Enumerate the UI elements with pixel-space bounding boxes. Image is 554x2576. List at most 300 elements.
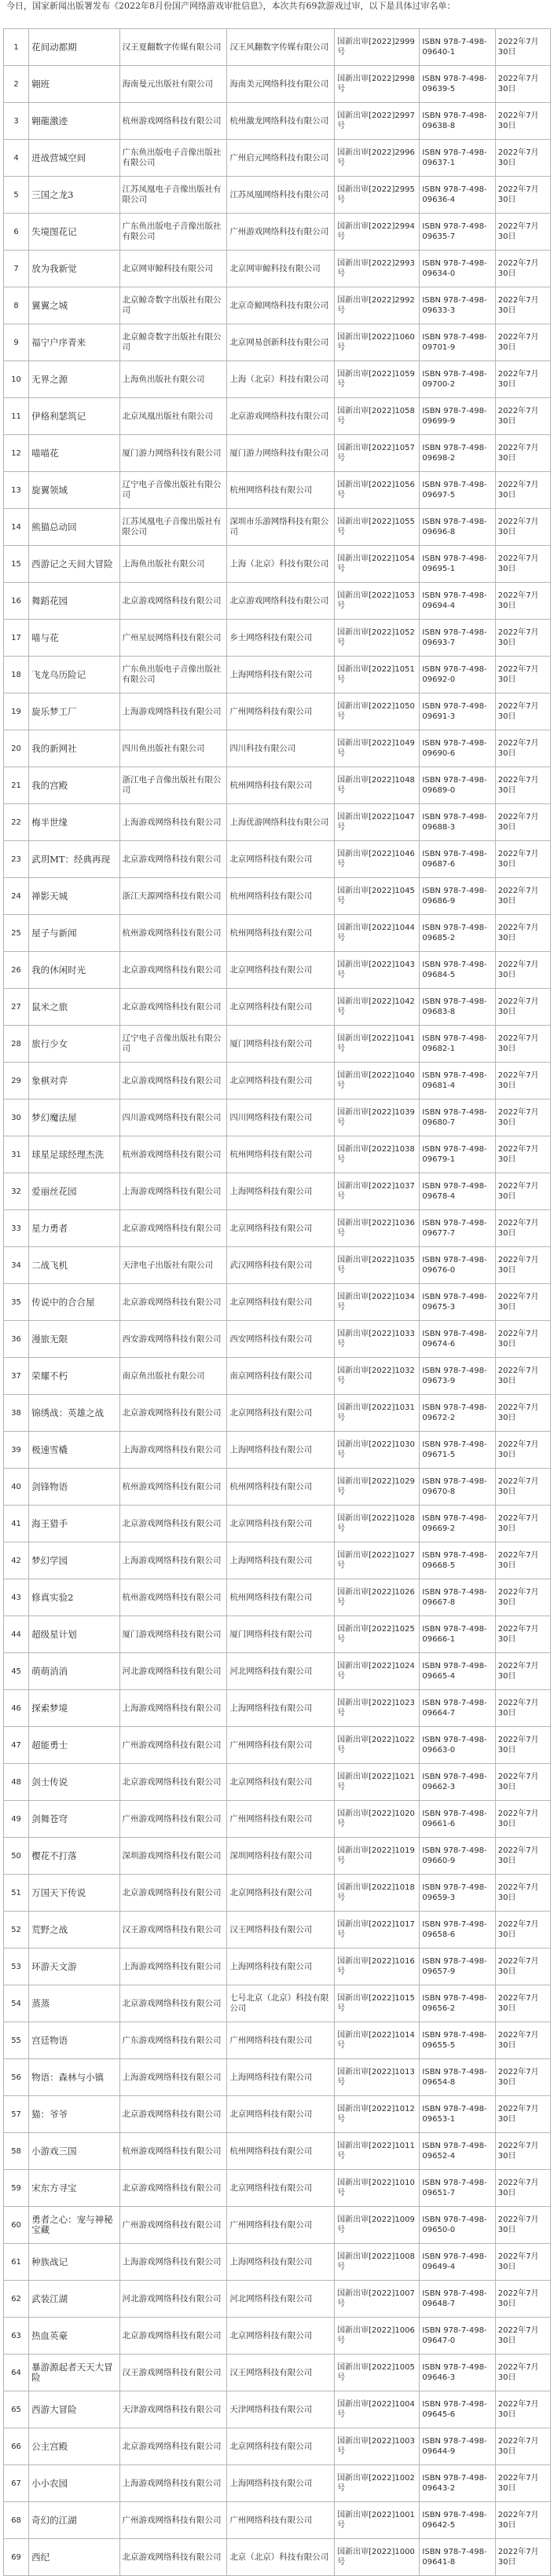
row-index: 34 [4,1247,29,1284]
approval-table [3,28,551,2576]
publisher-name: 汉王游戏网络科技有限公司 [119,1912,227,1948]
approval-number: 国新出审[2022]1022号 [335,1727,420,1764]
game-name: 爱丽丝花园 [29,1173,119,1210]
table-row [4,804,551,841]
row-index: 11 [4,398,29,435]
operator-name: 南京网络科技有限公司 [227,1358,335,1395]
table-row [4,2318,551,2355]
approval-date: 2022年7月30日 [495,2022,550,2059]
publisher-name: 北京游戏网络科技有限公司 [119,952,227,989]
approval-date: 2022年7月30日 [495,1506,550,1542]
game-name: 锦绣战：英雄之战 [29,1395,119,1432]
approval-number: 国新出审[2022]1021号 [335,1764,420,1801]
approval-date: 2022年7月30日 [495,583,550,620]
approval-number: 国新出审[2022]1010号 [335,2170,420,2207]
table-row [4,1395,551,1432]
isbn-number: ISBN 978-7-498-09654-8 [420,2059,495,2096]
publisher-name: 厦门游戏网络科技有限公司 [119,1616,227,1653]
approval-number: 国新出审[2022]1056号 [335,472,420,509]
row-index: 45 [4,1653,29,1690]
approval-number: 国新出审[2022]1029号 [335,1469,420,1506]
isbn-number: ISBN 978-7-498-09697-5 [420,472,495,509]
operator-name: 上海网络科技有限公司 [227,1173,335,1210]
row-index: 4 [4,140,29,177]
row-index: 10 [4,361,29,398]
approval-number: 国新出审[2022]1005号 [335,2355,420,2391]
approval-date: 2022年7月30日 [495,1985,550,2022]
approval-date: 2022年7月30日 [495,1727,550,1764]
approval-date: 2022年7月30日 [495,2355,550,2391]
row-index: 15 [4,546,29,583]
isbn-number: ISBN 978-7-498-09636-4 [420,177,495,214]
publisher-name: 北京游戏网络科技有限公司 [119,1875,227,1912]
approval-number: 国新出审[2022]1024号 [335,1653,420,1690]
isbn-number: ISBN 978-7-498-09634-0 [420,251,495,287]
publisher-name: 杭州游戏网络科技有限公司 [119,915,227,952]
row-index: 48 [4,1764,29,1801]
row-index: 58 [4,2133,29,2170]
row-index: 41 [4,1506,29,1542]
publisher-name: 上海游戏网络科技有限公司 [119,2465,227,2502]
publisher-name: 辽宁电子音像出版社有限公司 [119,472,227,509]
approval-date: 2022年7月30日 [495,730,550,767]
game-name: 旋翼领域 [29,472,119,509]
table-row [4,1838,551,1875]
isbn-number: ISBN 978-7-498-09646-3 [420,2355,495,2391]
isbn-number: ISBN 978-7-498-09692-0 [420,657,495,693]
publisher-name: 北京游戏网络科技有限公司 [119,1210,227,1247]
approval-date: 2022年7月30日 [495,1948,550,1985]
approval-date: 2022年7月30日 [495,29,550,66]
approval-number: 国新出审[2022]1000号 [335,2539,420,2576]
row-index: 39 [4,1432,29,1469]
operator-name: 北京网络科技有限公司 [227,841,335,878]
operator-name: 海南美元网络科技有限公司 [227,66,335,103]
approval-number: 国新出审[2022]1012号 [335,2096,420,2133]
table-row [4,915,551,952]
publisher-name: 上海游戏网络科技有限公司 [119,804,227,841]
approval-number: 国新出审[2022]1023号 [335,1690,420,1727]
operator-name: 杭州网络科技有限公司 [227,1469,335,1506]
table-row [4,1432,551,1469]
table-row [4,2391,551,2428]
operator-name: 杭州网络科技有限公司 [227,878,335,915]
operator-name: 上海网络科技有限公司 [227,1542,335,1579]
row-index: 55 [4,2022,29,2059]
operator-name: 杭州网络科技有限公司 [227,2133,335,2170]
row-index: 6 [4,214,29,251]
approval-date: 2022年7月30日 [495,1284,550,1321]
operator-name: 上海优游网络科技有限公司 [227,804,335,841]
game-name: 鼠米之旅 [29,989,119,1026]
approval-date: 2022年7月30日 [495,2281,550,2318]
publisher-name: 上海游戏网络科技有限公司 [119,1948,227,1985]
game-name: 旅行少女 [29,1026,119,1063]
table-row [4,324,551,361]
publisher-name: 北京鲸奇数字出版社有限公司 [119,287,227,324]
approval-number: 国新出审[2022]2994号 [335,214,420,251]
isbn-number: ISBN 978-7-498-09662-3 [420,1764,495,1801]
game-name: 熊猫总动回 [29,509,119,546]
row-index: 22 [4,804,29,841]
publisher-name: 广州游戏网络科技有限公司 [119,2207,227,2244]
game-name: 热血英豪 [29,2318,119,2355]
approval-number: 国新出审[2022]1034号 [335,1284,420,1321]
approval-date: 2022年7月30日 [495,2318,550,2355]
approval-number: 国新出审[2022]1041号 [335,1026,420,1063]
table-row [4,2355,551,2391]
game-name: 伊格利瑟筑记 [29,398,119,435]
operator-name: 汉王网络科技有限公司 [227,1912,335,1948]
operator-name: 北京网审鲸科技有限公司 [227,251,335,287]
approval-date: 2022年7月30日 [495,1358,550,1395]
row-index: 3 [4,103,29,140]
game-name: 飞龙乌历险记 [29,657,119,693]
approval-number: 国新出审[2022]1004号 [335,2391,420,2428]
row-index: 68 [4,2502,29,2539]
publisher-name: 四川游戏网络科技有限公司 [119,1100,227,1136]
approval-date: 2022年7月30日 [495,2244,550,2281]
isbn-number: ISBN 978-7-498-09661-6 [420,1801,495,1838]
operator-name: 天津网络科技有限公司 [227,2391,335,2428]
table-row [4,878,551,915]
approval-date: 2022年7月30日 [495,1210,550,1247]
game-name: 猫：爷爷 [29,2096,119,2133]
approval-number: 国新出审[2022]1049号 [335,730,420,767]
approval-number: 国新出审[2022]1045号 [335,878,420,915]
approval-date: 2022年7月30日 [495,1469,550,1506]
isbn-number: ISBN 978-7-498-09687-6 [420,841,495,878]
operator-name: 深圳网络科技有限公司 [227,1838,335,1875]
game-name: 禅影天城 [29,878,119,915]
operator-name: 北京网络科技有限公司 [227,1875,335,1912]
isbn-number: ISBN 978-7-498-09690-6 [420,730,495,767]
operator-name: 广州网络科技有限公司 [227,693,335,730]
table-row [4,398,551,435]
approval-date: 2022年7月30日 [495,989,550,1026]
table-row [4,657,551,693]
game-name: 我的新网社 [29,730,119,767]
table-row [4,1948,551,1985]
approval-number: 国新出审[2022]1028号 [335,1506,420,1542]
operator-name: 广州网络科技有限公司 [227,2502,335,2539]
isbn-number: ISBN 978-7-498-09698-2 [420,435,495,472]
table-row [4,177,551,214]
publisher-name: 北京游戏网络科技有限公司 [119,989,227,1026]
operator-name: 上海网络科技有限公司 [227,1432,335,1469]
game-name: 超级星计划 [29,1616,119,1653]
isbn-number: ISBN 978-7-498-09689-0 [420,767,495,804]
operator-name: 北京奇鲸网络科技有限公司 [227,287,335,324]
approval-number: 国新出审[2022]1017号 [335,1912,420,1948]
game-name: 海王猎手 [29,1506,119,1542]
isbn-number: ISBN 978-7-498-09679-1 [420,1136,495,1173]
approval-number: 国新出审[2022]1039号 [335,1100,420,1136]
intro-paragraph: 今日，国家新闻出版署发布《2022年8月份国产网络游戏审批信息》，本次共有69款游戏过审，以下是具体过审名单： [6,1,456,11]
isbn-number: ISBN 978-7-498-09658-6 [420,1912,495,1948]
approval-number: 国新出审[2022]2996号 [335,140,420,177]
operator-name: 上海网络科技有限公司 [227,1690,335,1727]
table-row [4,2244,551,2281]
approval-number: 国新出审[2022]1038号 [335,1136,420,1173]
isbn-number: ISBN 978-7-498-09645-6 [420,2391,495,2428]
game-name: 剑舞苍穹 [29,1801,119,1838]
row-index: 66 [4,2428,29,2465]
publisher-name: 北京游戏网络科技有限公司 [119,1985,227,2022]
publisher-name: 北京游戏网络科技有限公司 [119,1764,227,1801]
approval-number: 国新出审[2022]1046号 [335,841,420,878]
approval-date: 2022年7月30日 [495,2465,550,2502]
game-name: 修真实验2 [29,1579,119,1616]
game-name: 小游戏三国 [29,2133,119,2170]
operator-name: 北京网络科技有限公司 [227,2428,335,2465]
row-index: 54 [4,1985,29,2022]
game-name: 花间动都期 [29,29,119,66]
publisher-name: 辽宁电子音像出版社有限公司 [119,1026,227,1063]
publisher-name: 上海游戏网络科技有限公司 [119,1542,227,1579]
publisher-name: 南京鱼出版社有限公司 [119,1358,227,1395]
table-row [4,435,551,472]
operator-name: 汉王风翻数字传媒有限公司 [227,29,335,66]
game-name: 翱龍激迹 [29,103,119,140]
isbn-number: ISBN 978-7-498-09680-7 [420,1100,495,1136]
publisher-name: 浙江天源网络科技有限公司 [119,878,227,915]
approval-date: 2022年7月30日 [495,177,550,214]
isbn-number: ISBN 978-7-498-09701-9 [420,324,495,361]
row-index: 23 [4,841,29,878]
operator-name: 广州网络科技有限公司 [227,1801,335,1838]
operator-name: 汉王网络科技有限公司 [227,2355,335,2391]
operator-name: 厦门网络科技有限公司 [227,1616,335,1653]
row-index: 5 [4,177,29,214]
publisher-name: 北京游戏网络科技有限公司 [119,1063,227,1100]
approval-number: 国新出审[2022]1044号 [335,915,420,952]
isbn-number: ISBN 978-7-498-09651-7 [420,2170,495,2207]
game-name: 喵喵花 [29,435,119,472]
game-name: 球星足球经理杰洗 [29,1136,119,1173]
publisher-name: 杭州游戏网络科技有限公司 [119,1136,227,1173]
table-row [4,1469,551,1506]
row-index: 35 [4,1284,29,1321]
approval-date: 2022年7月30日 [495,1136,550,1173]
table-row [4,214,551,251]
isbn-number: ISBN 978-7-498-09693-7 [420,620,495,657]
isbn-number: ISBN 978-7-498-09699-9 [420,398,495,435]
table-row [4,1358,551,1395]
row-index: 16 [4,583,29,620]
row-index: 9 [4,324,29,361]
publisher-name: 西安游戏网络科技有限公司 [119,1321,227,1358]
isbn-number: ISBN 978-7-498-09677-7 [420,1210,495,1247]
publisher-name: 广东鱼出版电子音像出版社有限公司 [119,214,227,251]
operator-name: 杭州激龙网络科技有限公司 [227,103,335,140]
row-index: 33 [4,1210,29,1247]
approval-date: 2022年7月30日 [495,2502,550,2539]
operator-name: 四川科技有限公司 [227,730,335,767]
publisher-name: 广东鱼出版电子音像出版社有限公司 [119,140,227,177]
operator-name: 北京游戏网络科技有限公司 [227,398,335,435]
approval-date: 2022年7月30日 [495,915,550,952]
publisher-name: 杭州游戏网络科技有限公司 [119,1579,227,1616]
publisher-name: 江苏凤凰电子音像出版社有限公司 [119,509,227,546]
publisher-name: 杭州游戏网络科技有限公司 [119,103,227,140]
publisher-name: 广州星辰网络科技有限公司 [119,620,227,657]
publisher-name: 北京凤凰出版社有限公司 [119,398,227,435]
approval-number: 国新出审[2022]2998号 [335,66,420,103]
publisher-name: 北京游戏网络科技有限公司 [119,2318,227,2355]
isbn-number: ISBN 978-7-498-09694-4 [420,583,495,620]
approval-date: 2022年7月30日 [495,2059,550,2096]
row-index: 19 [4,693,29,730]
approval-date: 2022年7月30日 [495,103,550,140]
approval-date: 2022年7月30日 [495,767,550,804]
operator-name: 上海（北京）科技有限公司 [227,546,335,583]
approval-number: 国新出审[2022]1014号 [335,2022,420,2059]
approval-number: 国新出审[2022]1002号 [335,2465,420,2502]
isbn-number: ISBN 978-7-498-09673-9 [420,1358,495,1395]
operator-name: 上海网络科技有限公司 [227,2465,335,2502]
game-name: 屋子与新闻 [29,915,119,952]
table-row [4,1247,551,1284]
row-index: 67 [4,2465,29,2502]
row-index: 18 [4,657,29,693]
table-row [4,1173,551,1210]
publisher-name: 北京游戏网络科技有限公司 [119,583,227,620]
game-name: 剑锋物语 [29,1469,119,1506]
game-name: 三国之龙3 [29,177,119,214]
operator-name: 乡土网络科技有限公司 [227,620,335,657]
approval-number: 国新出审[2022]1052号 [335,620,420,657]
approval-date: 2022年7月30日 [495,2391,550,2428]
publisher-name: 广东鱼出版电子音像出版社有限公司 [119,657,227,693]
publisher-name: 北京游戏网络科技有限公司 [119,1506,227,1542]
row-index: 36 [4,1321,29,1358]
table-row [4,66,551,103]
approval-number: 国新出审[2022]1007号 [335,2281,420,2318]
table-row [4,287,551,324]
game-name: 环游天文游 [29,1948,119,1985]
publisher-name: 河北游戏网络科技有限公司 [119,2281,227,2318]
publisher-name: 北京游戏网络科技有限公司 [119,1284,227,1321]
row-index: 13 [4,472,29,509]
row-index: 28 [4,1026,29,1063]
table-row [4,952,551,989]
isbn-number: ISBN 978-7-498-09641-8 [420,2539,495,2576]
row-index: 26 [4,952,29,989]
operator-name: 北京网络科技有限公司 [227,1063,335,1100]
row-index: 44 [4,1616,29,1653]
approval-date: 2022年7月30日 [495,509,550,546]
approval-date: 2022年7月30日 [495,1838,550,1875]
operator-name: 深圳市乐游网络科技有限公司 [227,509,335,546]
row-index: 37 [4,1358,29,1395]
approval-date: 2022年7月30日 [495,324,550,361]
game-name: 勇者之心：宠与神秘宝藏 [29,2207,119,2244]
isbn-number: ISBN 978-7-498-09633-3 [420,287,495,324]
isbn-number: ISBN 978-7-498-09643-2 [420,2465,495,2502]
operator-name: 杭州网络科技有限公司 [227,1136,335,1173]
game-name: 梅半世缘 [29,804,119,841]
game-name: 西游记之天间大冒险 [29,546,119,583]
game-name: 翼翼之城 [29,287,119,324]
row-index: 62 [4,2281,29,2318]
row-index: 31 [4,1136,29,1173]
isbn-number: ISBN 978-7-498-09685-2 [420,915,495,952]
isbn-number: ISBN 978-7-498-09639-5 [420,66,495,103]
row-index: 12 [4,435,29,472]
approval-number: 国新出审[2022]1003号 [335,2428,420,2465]
operator-name: 上海（北京）科技有限公司 [227,361,335,398]
game-name: 探索梦境 [29,1690,119,1727]
operator-name: 厦门游力网络科技有限公司 [227,435,335,472]
game-name: 樱花不打落 [29,1838,119,1875]
approval-date: 2022年7月30日 [495,287,550,324]
table-row [4,2281,551,2318]
table-row [4,1690,551,1727]
isbn-number: ISBN 978-7-498-09667-8 [420,1579,495,1616]
row-index: 65 [4,2391,29,2428]
game-name: 小小农园 [29,2465,119,2502]
approval-number: 国新出审[2022]1013号 [335,2059,420,2096]
game-name: 剑士传说 [29,1764,119,1801]
game-name: 蒸蒸 [29,1985,119,2022]
isbn-number: ISBN 978-7-498-09640-1 [420,29,495,66]
operator-name: 北京网络科技有限公司 [227,2170,335,2207]
approval-number: 国新出审[2022]1037号 [335,1173,420,1210]
game-name: 象棋对弈 [29,1063,119,1100]
game-name: 极速雪橇 [29,1432,119,1469]
game-name: 西游大冒险 [29,2391,119,2428]
game-name: 我的宫殿 [29,767,119,804]
approval-number: 国新出审[2022]1030号 [335,1432,420,1469]
row-index: 56 [4,2059,29,2096]
operator-name: 北京游戏网络科技有限公司 [227,583,335,620]
isbn-number: ISBN 978-7-498-09671-5 [420,1432,495,1469]
isbn-number: ISBN 978-7-498-09659-3 [420,1875,495,1912]
isbn-number: ISBN 978-7-498-09668-5 [420,1542,495,1579]
table-row [4,1801,551,1838]
operator-name: 厦门网络科技有限公司 [227,1026,335,1063]
approval-date: 2022年7月30日 [495,398,550,435]
table-row [4,1579,551,1616]
operator-name: 上海网络科技有限公司 [227,1948,335,1985]
publisher-name: 北京游戏网络科技有限公司 [119,2428,227,2465]
table-row [4,29,551,66]
table-row [4,989,551,1026]
operator-name: 武汉网络科技有限公司 [227,1247,335,1284]
isbn-number: ISBN 978-7-498-09635-7 [420,214,495,251]
table-row [4,2133,551,2170]
table-body [4,29,551,2576]
game-name: 荣耀不朽 [29,1358,119,1395]
publisher-name: 杭州游戏网络科技有限公司 [119,2133,227,2170]
approval-date: 2022年7月30日 [495,66,550,103]
approval-date: 2022年7月30日 [495,804,550,841]
approval-date: 2022年7月30日 [495,1173,550,1210]
approval-date: 2022年7月30日 [495,214,550,251]
operator-name: 西安网络科技有限公司 [227,1321,335,1358]
operator-name: 广州网络科技有限公司 [227,2022,335,2059]
operator-name: 北京网络科技有限公司 [227,1395,335,1432]
game-name: 传说中的合合屋 [29,1284,119,1321]
publisher-name: 北京游戏网络科技有限公司 [119,841,227,878]
game-name: 荒野之战 [29,1912,119,1948]
game-name: 放为我新觉 [29,251,119,287]
approval-date: 2022年7月30日 [495,1875,550,1912]
isbn-number: ISBN 978-7-498-09674-6 [420,1321,495,1358]
isbn-number: ISBN 978-7-498-09686-9 [420,878,495,915]
approval-number: 国新出审[2022]1001号 [335,2502,420,2539]
